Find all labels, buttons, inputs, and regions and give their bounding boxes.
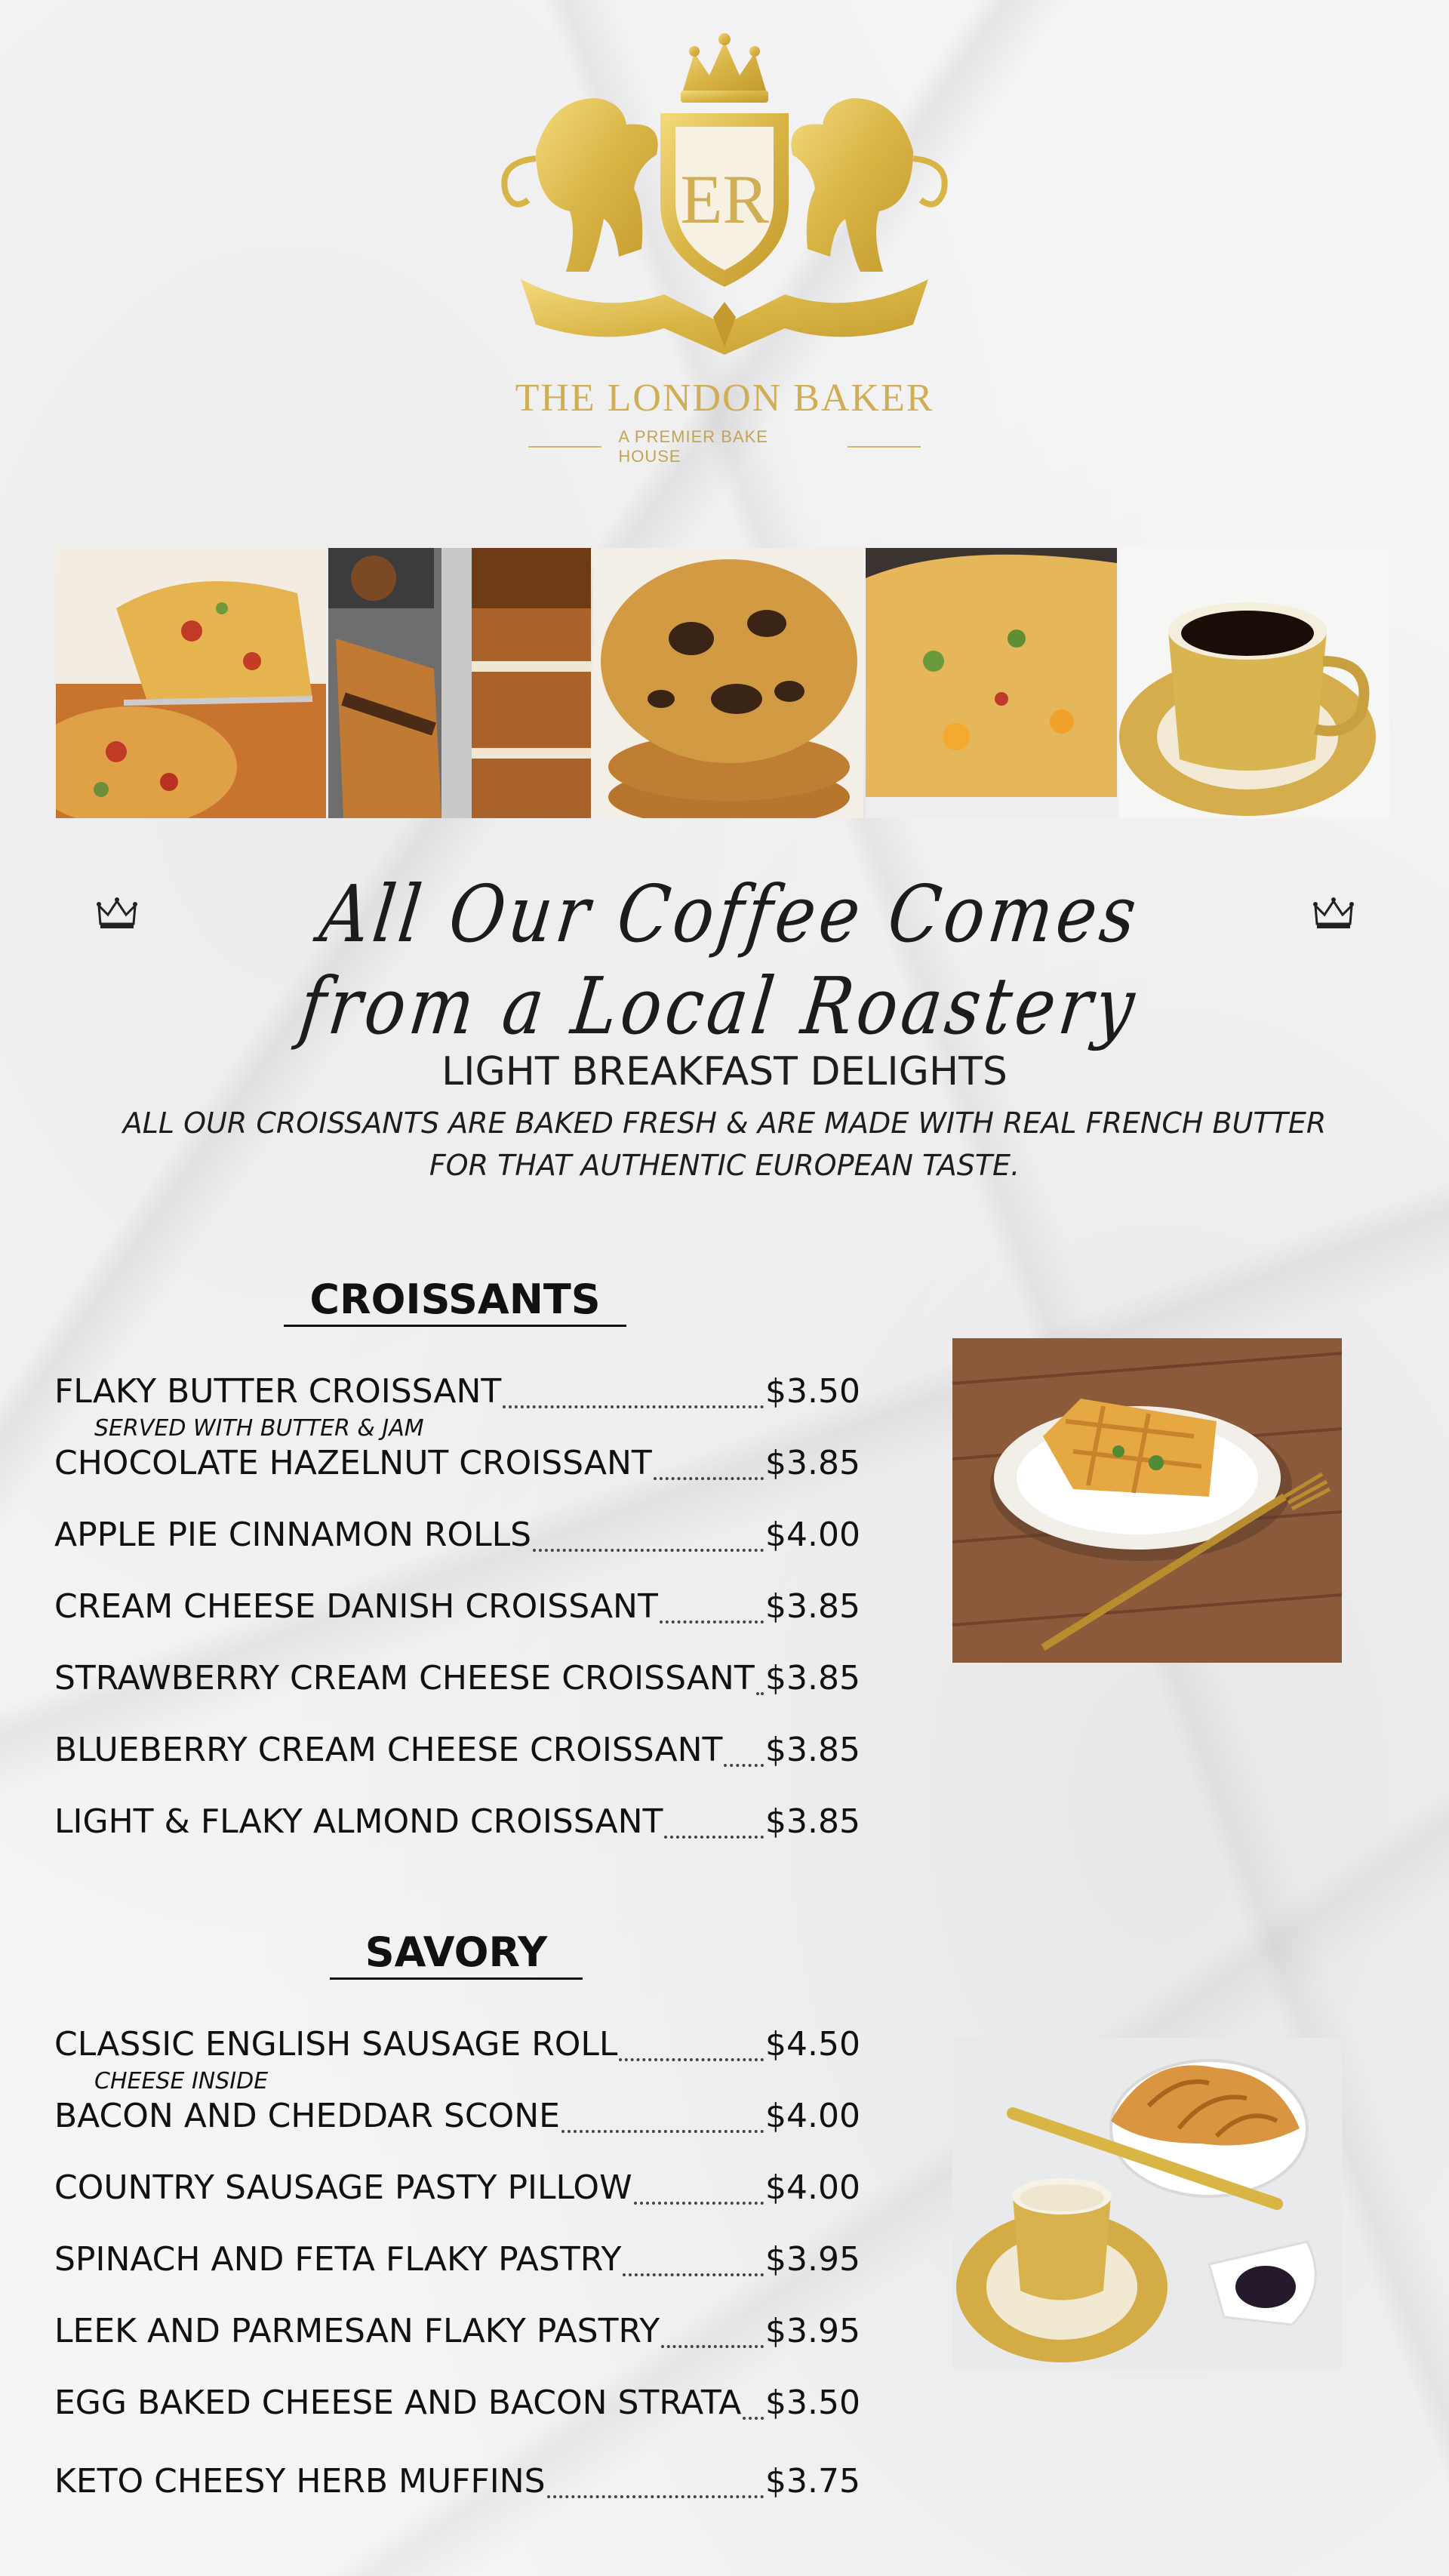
dot-leader: [634, 2202, 764, 2205]
menu-item-name: SPINACH AND FETA FLAKY PASTRY: [54, 2240, 622, 2279]
menu-item: [54, 1731, 860, 1776]
menu-item-price: $3.95: [765, 2240, 860, 2279]
dot-leader: [654, 1477, 764, 1480]
cheddar-scone-photo: [866, 548, 1117, 818]
menu-item: [54, 2312, 860, 2357]
menu-item-name: BLUEBERRY CREAM CHEESE CROISSANT: [54, 1731, 723, 1769]
menu-item-price: $3.85: [765, 1802, 860, 1841]
dot-leader: [664, 1836, 764, 1839]
strata-slice-photo: [56, 548, 326, 818]
menu-item-name: CHOCOLATE HAZELNUT CROISSANT: [54, 1444, 652, 1482]
dot-leader: [724, 1764, 764, 1767]
menu-item-name: FLAKY BUTTER CROISSANT: [54, 1372, 502, 1411]
menu-item-price: $4.50: [765, 2025, 860, 2064]
chocolate-chip-cookies-photo: [593, 548, 863, 818]
dot-leader: [533, 1549, 764, 1552]
dot-leader: [661, 2345, 764, 2348]
dot-leader: [561, 2130, 764, 2133]
dot-leader: [743, 2417, 764, 2420]
dot-leader: [623, 2273, 764, 2276]
croissants-heading: CROISSANTS: [284, 1276, 626, 1327]
menu-item: [54, 1372, 860, 1417]
menu-item-name: STRAWBERRY CREAM CHEESE CROISSANT: [54, 1659, 755, 1697]
menu-item-name: COUNTRY SAUSAGE PASTY PILLOW: [54, 2168, 632, 2207]
menu-item: [54, 1444, 860, 1489]
menu-item-price: $4.00: [765, 2168, 860, 2207]
pastry-on-plate-photo: [952, 1338, 1342, 1663]
crown-icon-left: [96, 897, 138, 930]
tagline-right-rule: [848, 446, 921, 448]
menu-item-name: APPLE PIE CINNAMON ROLLS: [54, 1516, 532, 1554]
tagline-left-rule: [528, 446, 601, 448]
menu-item-price: $3.75: [765, 2462, 860, 2501]
menu-item: [54, 1659, 860, 1704]
menu-item-name: CLASSIC ENGLISH SAUSAGE ROLL: [54, 2025, 618, 2064]
menu-item-price: $3.95: [765, 2312, 860, 2350]
coffee-cake-loaf-photo: [328, 548, 591, 818]
menu-item: [54, 1802, 860, 1848]
light-breakfast-heading: LIGHT BREAKFAST DELIGHTS: [441, 1049, 1008, 1094]
menu-item-price: $3.50: [765, 1372, 860, 1411]
menu-item-name: LIGHT & FLAKY ALMOND CROISSANT: [54, 1802, 663, 1841]
svg-text:ER: ER: [680, 161, 769, 238]
dot-leader: [756, 1692, 764, 1695]
dot-leader: [547, 2495, 764, 2498]
menu-item: [54, 2240, 860, 2285]
menu-item-name: KETO CHEESY HERB MUFFINS: [54, 2462, 546, 2501]
london-baker-crest-logo: [483, 30, 966, 377]
bakery-tagline: A PREMIER BAKE HOUSE: [618, 427, 768, 466]
menu-item-price: $4.00: [765, 2097, 860, 2135]
dot-leader: [503, 1405, 764, 1408]
menu-item-name: CREAM CHEESE DANISH CROISSANT: [54, 1587, 658, 1626]
menu-item: [54, 2025, 860, 2070]
menu-item-price: $3.85: [765, 1659, 860, 1697]
menu-item-price: $3.85: [765, 1444, 860, 1482]
bakery-name: THE LONDON BAKER: [515, 377, 934, 420]
menu-item: [54, 2097, 860, 2142]
gold-coffee-cup-photo: [1119, 548, 1389, 818]
menu-item-note: SERVED WITH BUTTER & JAM: [94, 1415, 424, 1442]
subtitle-line-1: ALL OUR CROISSANTS ARE BAKED FRESH & ARE MADE WITH REAL FRENCH BUTTER: [122, 1106, 1327, 1140]
menu-item-name: BACON AND CHEDDAR SCONE: [54, 2097, 560, 2135]
menu-item-name: EGG BAKED CHEESE AND BACON STRATA: [54, 2384, 742, 2422]
subtitle-line-2: FOR THAT AUTHENTIC EUROPEAN TASTE.: [429, 1149, 1020, 1182]
croissant-and-latte-photo: [952, 2038, 1342, 2368]
coffee-roastery-banner: All Our Coffee Comes from a Local Roastery: [294, 868, 1145, 1052]
menu-item-note: CHEESE INSIDE: [94, 2068, 269, 2094]
menu-item: [54, 2168, 860, 2214]
dot-leader: [660, 1620, 764, 1623]
savory-heading: SAVORY: [330, 1928, 583, 1980]
menu-item: [54, 2384, 860, 2429]
tagline-row: [528, 427, 921, 466]
menu-item-name: LEEK AND PARMESAN FLAKY PASTRY: [54, 2312, 660, 2350]
menu-item-price: $3.85: [765, 1731, 860, 1769]
menu-item: [54, 1587, 860, 1633]
menu-item: [54, 2462, 860, 2507]
menu-item-price: $4.00: [765, 1516, 860, 1554]
dot-leader: [619, 2058, 764, 2061]
menu-item: [54, 1516, 860, 1561]
menu-item-price: $3.85: [765, 1587, 860, 1626]
menu-item-price: $3.50: [765, 2384, 860, 2422]
crown-icon-right: [1312, 897, 1355, 930]
